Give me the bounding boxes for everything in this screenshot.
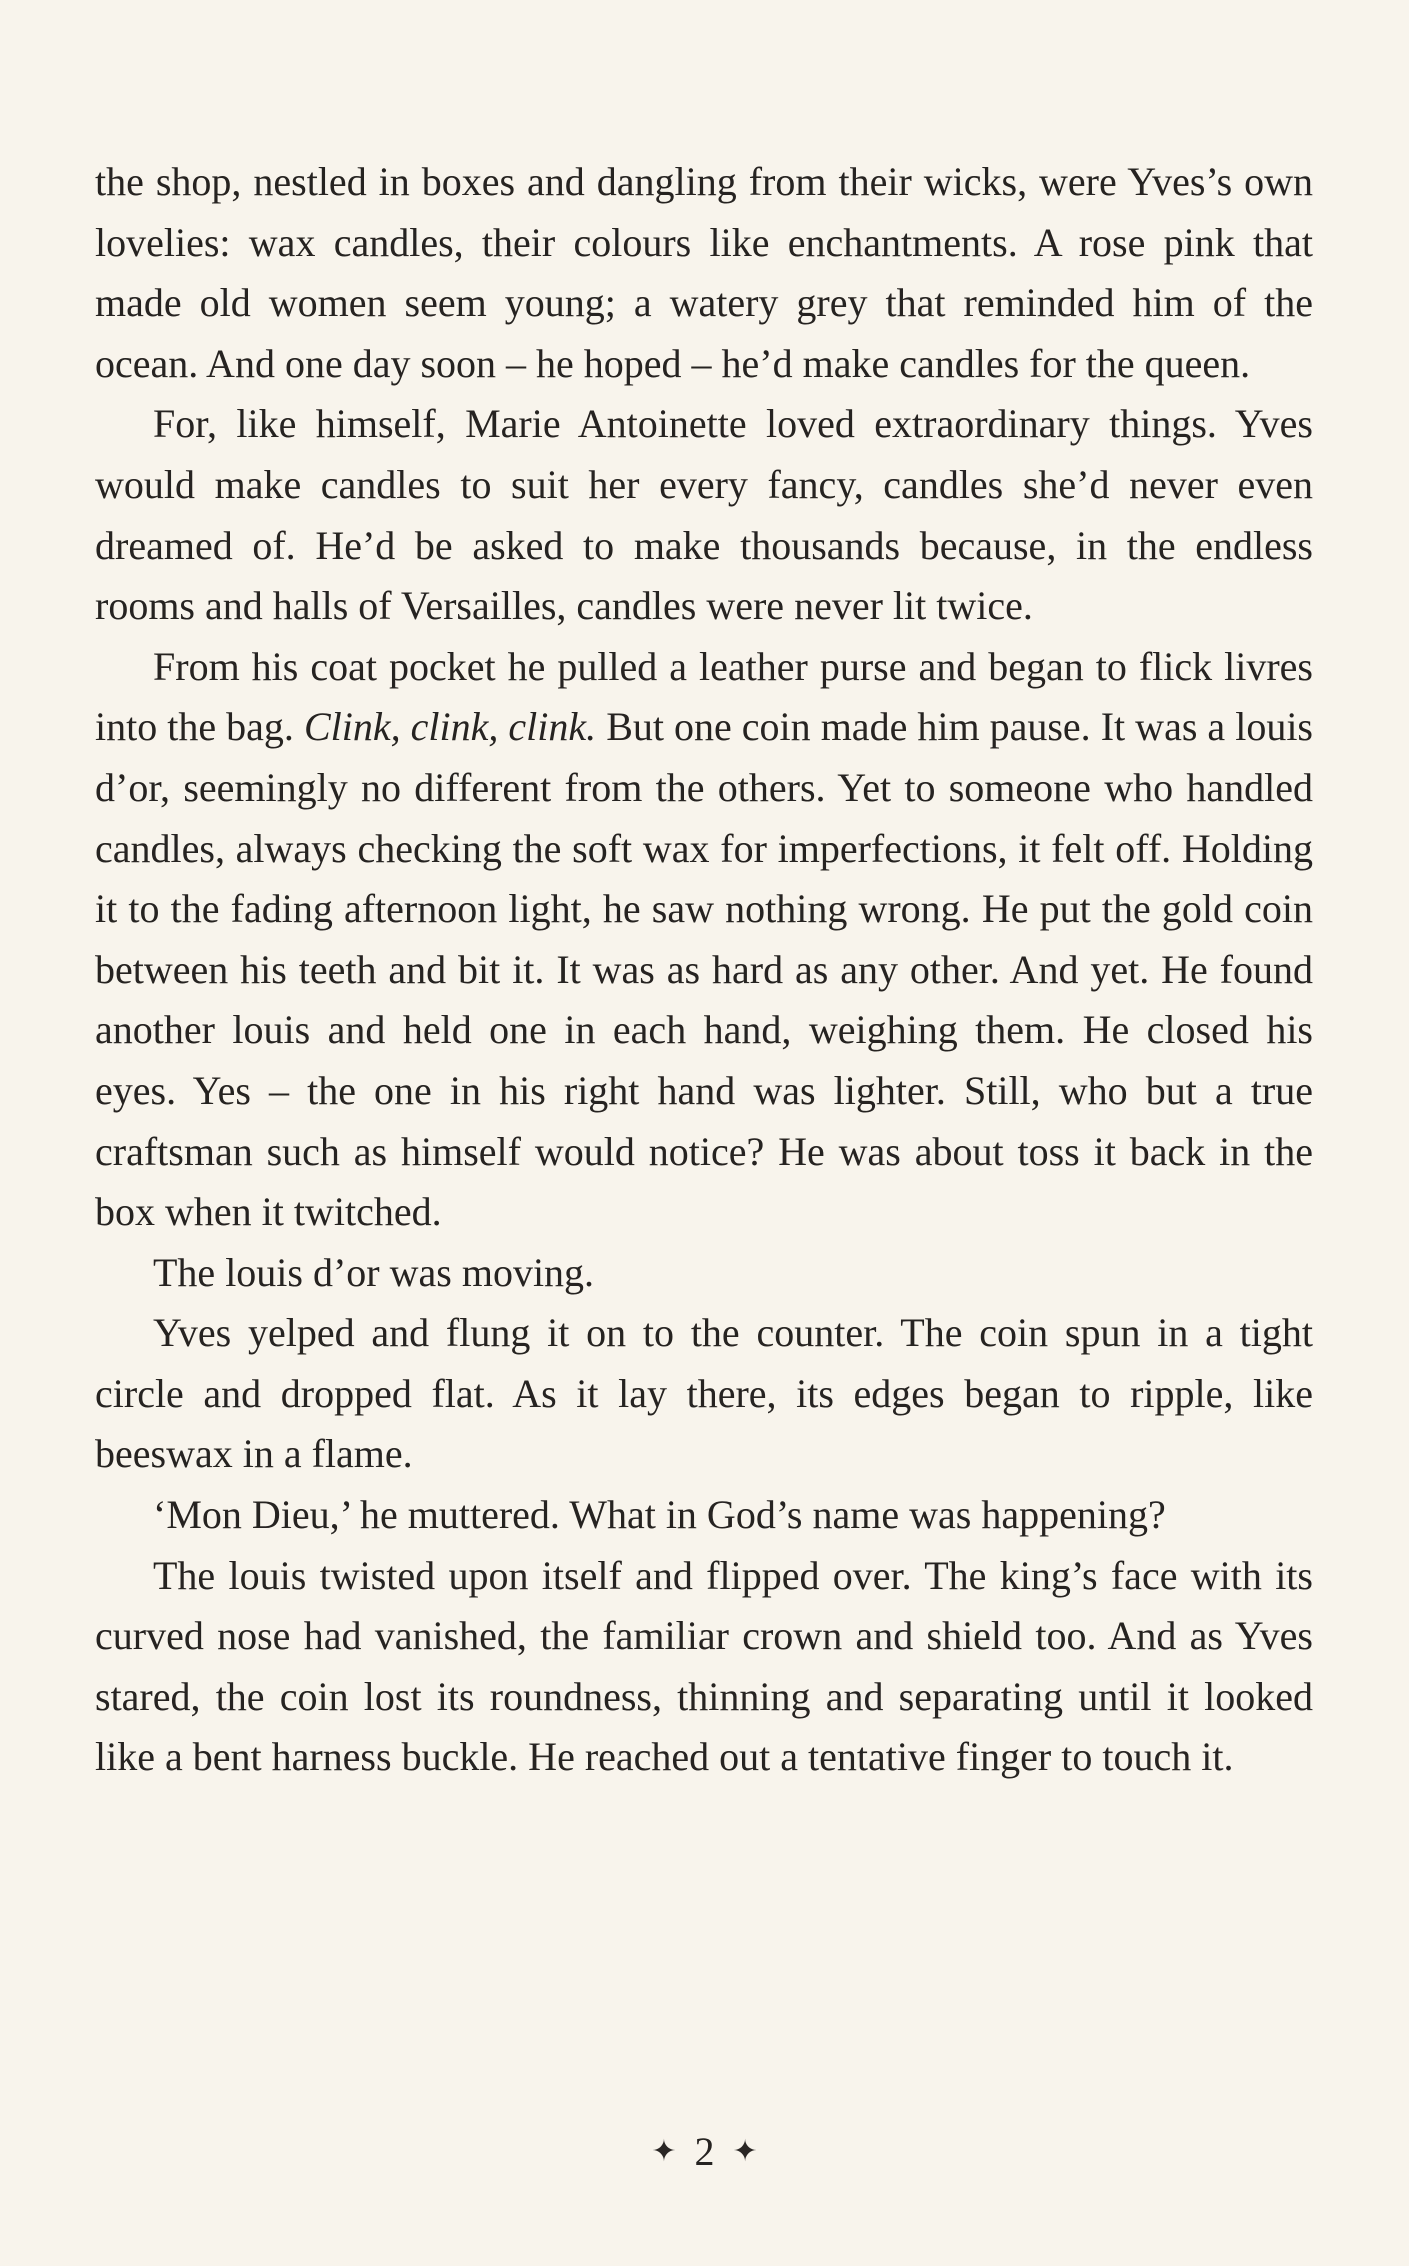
text-run: But one coin made him pause. It was a louis d’or, seemingly no different from the others. Yet to someone who handled candles, always checking the soft wax for imperfections, it felt off. Holding it to the fading afternoon light, he saw nothing wrong. He put the gold coin between his teeth and bit it. It was as hard as any other. And yet. He found another louis and held one in each hand, weighing them. He closed his eyes. Yes – the one in his right hand was lighter. Still, who but a true craftsman such as himself would notice? He was about toss it back in the box when it twitched. bbox=[95, 704, 1313, 1235]
paragraph bbox=[95, 1243, 1313, 1304]
paragraph bbox=[95, 1546, 1313, 1788]
text-run: ‘Mon Dieu,’ he muttered. What in God’s name was happening? bbox=[153, 1492, 1166, 1538]
star-ornament-icon: ✦ bbox=[732, 2135, 758, 2168]
star-ornament-icon: ✦ bbox=[651, 2135, 677, 2168]
text-run: From his coat pocket he pulled a leather purse and began to flick livres into the bag. bbox=[95, 643, 1313, 750]
text-run: the shop, nestled in boxes and dangling from their wicks, were Yves’s own lovelies: wax candles, their colours like enchantments. A rose pink that made old women seem young; a watery grey that reminded him of the ocean. And one day soon – he hoped – he’d make candles for the queen. bbox=[95, 159, 1313, 386]
paragraph bbox=[95, 1485, 1313, 1546]
text-run: For, like himself, Marie Antoinette loved extraordinary things. Yves would make candles to suit her every fancy, candles she’d never even dreamed of. He’d be asked to make thousands because, in the endless rooms and halls of Versailles, candles were never lit twice. bbox=[95, 401, 1313, 629]
body-text bbox=[95, 152, 1313, 1788]
paragraph bbox=[95, 637, 1313, 1243]
text-run: The louis twisted upon itself and flipped over. The king’s face with its curved nose had vanished, the familiar crown and shield too. And as Yves stared, the coin lost its roundness, thinning and separating until it looked like a bent harness buckle. He reached out a tentative finger to touch it. bbox=[95, 1552, 1313, 1780]
italic-text-run: Clink, clink, clink. bbox=[303, 704, 597, 750]
paragraph bbox=[95, 152, 1313, 394]
page-number: 2 bbox=[694, 2129, 715, 2174]
text-run: Yves yelped and flung it on to the counter. The coin spun in a tight circle and dropped flat. As it lay there, its edges began to ripple, like beeswax in a flame. bbox=[95, 1310, 1313, 1477]
text-run: The louis d’or was moving. bbox=[153, 1249, 595, 1295]
paragraph bbox=[95, 1303, 1313, 1485]
paragraph bbox=[95, 394, 1313, 636]
page-folio bbox=[0, 2128, 1409, 2176]
